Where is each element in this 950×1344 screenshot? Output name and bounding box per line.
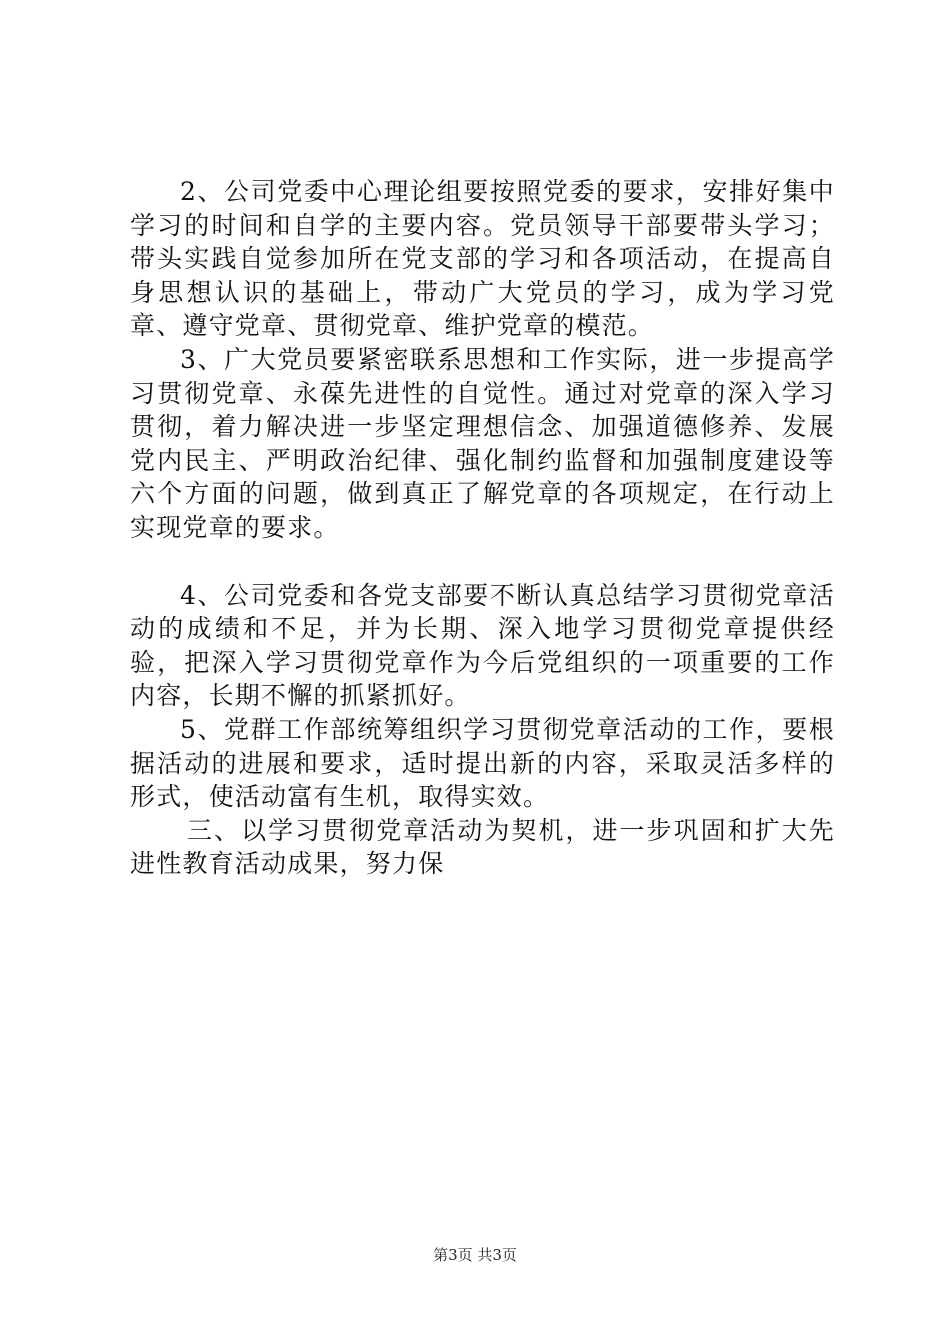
paragraph-item-3: 3、广大党员要紧密联系思想和工作实际，进一步提高学习贯彻党章、永葆先进性的自觉性。通过对党章的深入学习贯彻，着力解决进一步坚定理想信念、加强道德修养、发展党内民主、严明政治纪律、强化制约监督和加强制度建设等六个方面的问题，做到真正了解党章的各项规定，在行动上实现党章的要求。 [130,344,835,542]
section-heading-three: 三、以学习贯彻党章活动为契机，进一步巩固和扩大先进性教育活动成果，努力保 [130,815,835,879]
page-number-footer: 第3页 共3页 [433,1246,517,1264]
document-body [130,175,835,881]
paragraph-item-2: 2、公司党委中心理论组要按照党委的要求，安排好集中学习的时间和自学的主要内容。党员领导干部要带头学习；带头实践自觉参加所在党支部的学习和各项活动，在提高自身思想认识的基础上，带动广大党员的学习，成为学习党章、遵守党章、贯彻党章、维护党章的模范。 [130,177,835,341]
paragraph-item-5: 5、党群工作部统筹组织学习贯彻党章活动的工作，要根据活动的进展和要求，适时提出新的内容，采取灵活多样的形式，使活动富有生机，取得实效。 [130,714,835,812]
paragraph-item-4: 4、公司党委和各党支部要不断认真总结学习贯彻党章活动的成绩和不足，并为长期、深入地学习贯彻党章提供经验，把深入学习贯彻党章作为今后党组织的一项重要的工作内容，长期不懈的抓紧抓好。 [130,580,835,711]
